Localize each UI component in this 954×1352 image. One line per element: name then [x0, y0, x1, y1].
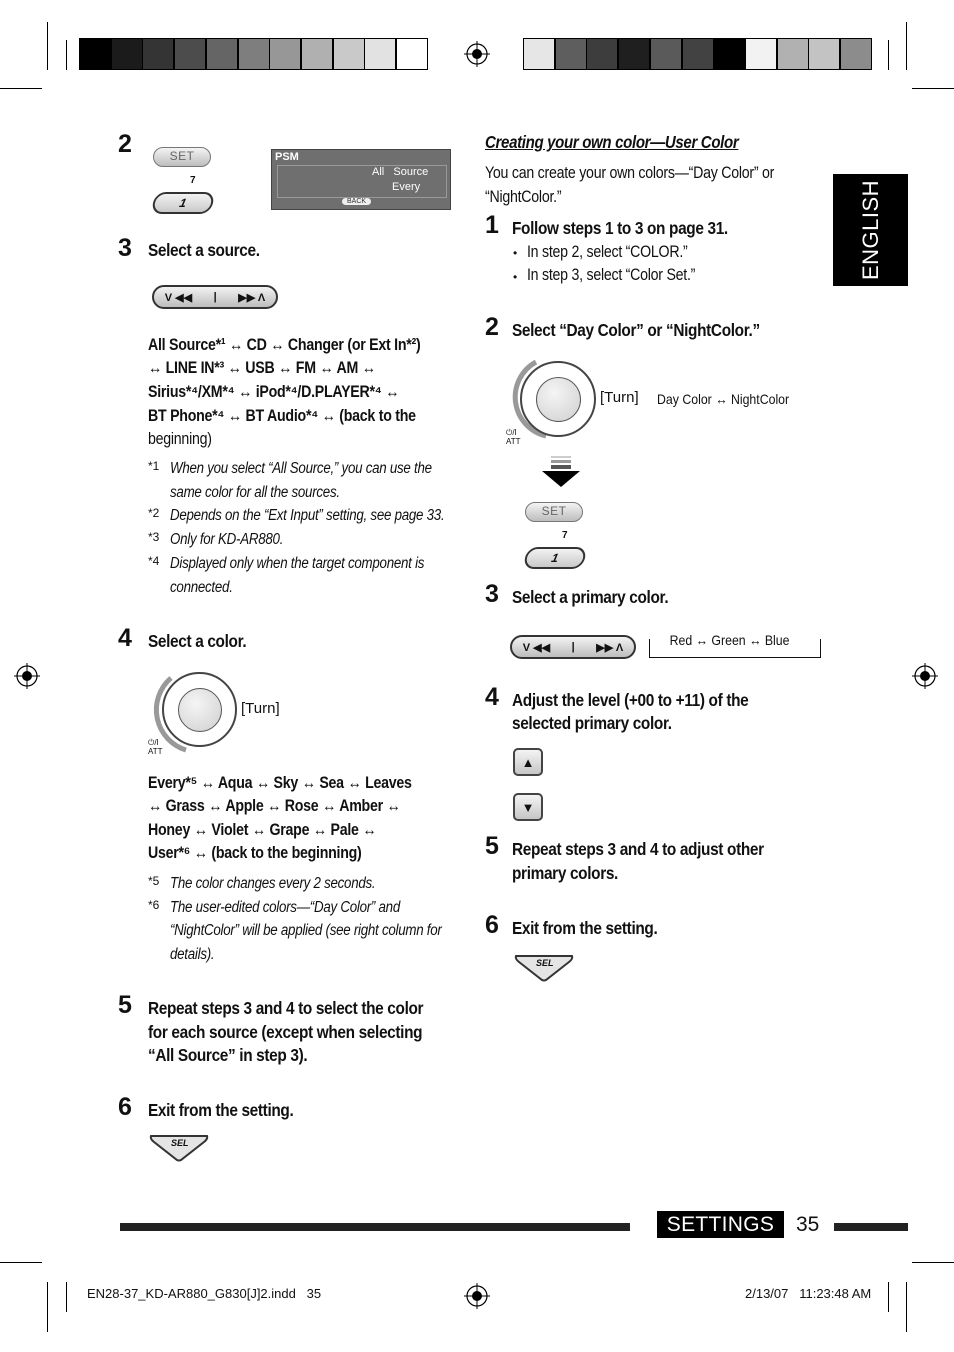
color-swatch [79, 38, 111, 70]
control-dial[interactable] [520, 361, 596, 437]
color-list-line: User*⁶ ↔ (back to the beginning) [148, 844, 362, 862]
next-icon: ▶▶ Λ [596, 641, 624, 654]
source-list-line: BT Phone*⁴ ↔ BT Audio*⁴ ↔ (back to the [148, 407, 416, 425]
rgb-cycle: Red ↔ Green ↔ Blue [667, 632, 792, 648]
step-title: primary colors. [512, 863, 618, 883]
turn-label: [Turn] [600, 389, 639, 406]
step-number: 3 [485, 580, 499, 608]
color-swatch [142, 38, 174, 70]
sel-label: SEL [536, 958, 554, 968]
section-label-box [657, 1211, 784, 1238]
step-title: Follow steps 1 to 3 on page 31. [512, 218, 728, 238]
note-text: Displayed only when the target component is [170, 554, 425, 572]
step-number: 6 [485, 911, 499, 939]
registration-target-icon [912, 663, 938, 689]
note-mark: *1 [148, 459, 160, 473]
note-mark: *2 [148, 506, 160, 521]
color-swatch [206, 38, 238, 70]
bullet-text: In step 2, select “COLOR.” [527, 243, 688, 261]
skip-button[interactable] [152, 285, 278, 309]
prev-icon: V ◀◀ [164, 291, 193, 304]
step-number: 5 [118, 991, 132, 1019]
set-button[interactable]: SET [153, 147, 211, 167]
up-button[interactable] [513, 748, 543, 776]
section-heading: Creating your own color—User Color [485, 132, 739, 152]
slug-file: EN28-37_KD-AR880_G830[J]2.indd 35 [87, 1286, 322, 1301]
step-title: Repeat steps 3 and 4 to adjust other [512, 839, 764, 859]
footer-rule [120, 1223, 630, 1231]
step-number: 2 [485, 313, 499, 341]
source-list-line: All Source*¹ ↔ CD ↔ Changer (or Ext In*²) [148, 336, 421, 354]
registration-target-icon [14, 663, 40, 689]
down-button[interactable] [513, 793, 543, 821]
preset-1-button[interactable]: 1 [523, 547, 588, 569]
sel-button[interactable] [513, 953, 575, 983]
step-number: 5 [485, 832, 499, 860]
skip-button[interactable] [510, 635, 636, 659]
color-swatch [808, 38, 840, 70]
divider-icon: | [213, 291, 217, 303]
bullet-icon: • [513, 270, 518, 284]
language-tab-label: ENGLISH [857, 179, 883, 281]
set-button[interactable]: SET [525, 502, 583, 522]
step-title: for each source (except when selecting [148, 1022, 423, 1042]
up-arrow-icon: ▲ [521, 754, 535, 770]
step-title: selected primary color. [512, 713, 672, 733]
turn-label: [Turn] [241, 700, 280, 717]
control-dial[interactable] [162, 672, 237, 747]
color-swatch [840, 38, 872, 70]
preset-1-button[interactable]: 1 [151, 192, 216, 214]
note-text: “NightColor” will be applied (see right column for [170, 922, 442, 940]
step-number: 1 [485, 211, 499, 239]
note-text: When you select “All Source,” you can use the [170, 460, 432, 477]
color-swatch [111, 38, 143, 70]
down-arrow-icon [542, 456, 580, 488]
step-title: Select “Day Color” or “NightColor.” [512, 320, 760, 340]
note-mark: *5 [148, 874, 160, 888]
color-swatch [586, 38, 618, 70]
step-number: 2 [118, 130, 132, 158]
color-swatch [333, 38, 365, 70]
psm-label: PSM [275, 151, 299, 163]
step-title: “All Source” in step 3). [148, 1045, 308, 1065]
button-number-label: 7 [562, 530, 568, 541]
step-number: 4 [118, 624, 132, 652]
note-text: same color for all the sources. [170, 483, 340, 501]
note-text: Only for KD-AR880. [170, 531, 284, 549]
prev-icon: V ◀◀ [522, 641, 551, 654]
intro-text: “NightColor.” [485, 188, 562, 206]
day-night-options: Day Color ↔ NightColor [657, 391, 790, 407]
color-list-line: Honey ↔ Violet ↔ Grape ↔ Pale ↔ [148, 821, 377, 839]
note-mark: *3 [148, 530, 160, 545]
note-text: connected. [170, 578, 233, 596]
step-title: Repeat steps 3 and 4 to select the color [148, 998, 424, 1018]
note-text: Depends on the “Ext Input” setting, see page 33. [170, 507, 445, 525]
down-arrow-icon: ▼ [521, 799, 535, 815]
page-number: 35 [796, 1213, 820, 1236]
color-swatch [364, 38, 396, 70]
divider-icon: | [571, 641, 575, 653]
step-title: Select a primary color. [512, 587, 669, 607]
bullet-icon: • [513, 246, 518, 260]
color-swatch [713, 38, 745, 70]
intro-text: You can create your own colors—“Day Color” or [485, 164, 775, 182]
color-swatch [555, 38, 587, 70]
att-label: ⏻/I ATT [148, 738, 163, 756]
step-number: 3 [118, 234, 132, 262]
color-swatch [618, 38, 650, 70]
language-tab [833, 174, 908, 286]
note-text: The color changes every 2 seconds. [170, 875, 376, 892]
color-swatch [650, 38, 682, 70]
source-list-line: ↔ LINE IN*³ ↔ USB ↔ FM ↔ AM ↔ [148, 359, 376, 377]
color-swatch [174, 38, 206, 70]
color-swatch [523, 38, 555, 70]
back-label: BACK [342, 198, 371, 205]
sel-button[interactable] [148, 1133, 210, 1163]
control-dial-center [536, 377, 581, 422]
step-title: Select a source. [148, 240, 260, 260]
color-list-line: ↔ Grass ↔ Apple ↔ Rose ↔ Amber ↔ [148, 797, 401, 815]
note-mark: *4 [148, 553, 160, 568]
psm-display [271, 149, 451, 210]
note-text: The user-edited colors—“Day Color” and [170, 898, 400, 916]
att-label: ⏻/I ATT [506, 428, 521, 446]
step-number: 6 [118, 1093, 132, 1121]
display-line-1: All Source [372, 166, 429, 178]
footer-rule-right [834, 1223, 908, 1231]
color-swatch [777, 38, 809, 70]
color-list-line: Every*⁵ ↔ Aqua ↔ Sky ↔ Sea ↔ Leaves [148, 774, 412, 792]
registration-target-icon [464, 41, 490, 67]
step-title: Exit from the setting. [148, 1100, 294, 1120]
color-swatch [745, 38, 777, 70]
source-list-line: Sirius*⁴/XM*⁴ ↔ iPod*⁴/D.PLAYER*⁴ ↔ [148, 383, 400, 401]
color-swatch [396, 38, 428, 70]
step-title: Exit from the setting. [512, 918, 658, 938]
sel-label: SEL [171, 1138, 189, 1148]
bullet-text: In step 3, select “Color Set.” [527, 266, 696, 284]
control-dial-center [178, 688, 222, 732]
step-title: Adjust the level (+00 to +11) of the [512, 690, 749, 710]
step-title: Select a color. [148, 631, 247, 651]
next-icon: ▶▶ Λ [238, 291, 266, 304]
color-swatch [301, 38, 333, 70]
source-list-line: beginning) [148, 430, 212, 448]
registration-target-icon [464, 1283, 490, 1309]
display-line-2: Every [392, 181, 421, 193]
color-swatch [682, 38, 714, 70]
note-text: details). [170, 946, 215, 964]
color-swatch [238, 38, 270, 70]
color-swatch [269, 38, 301, 70]
section-label: SETTINGS [666, 1213, 775, 1236]
button-number-label: 7 [190, 175, 196, 186]
slug-date: 2/13/07 11:23:48 AM [745, 1286, 872, 1301]
step-number: 4 [485, 683, 499, 711]
note-mark: *6 [148, 897, 160, 912]
